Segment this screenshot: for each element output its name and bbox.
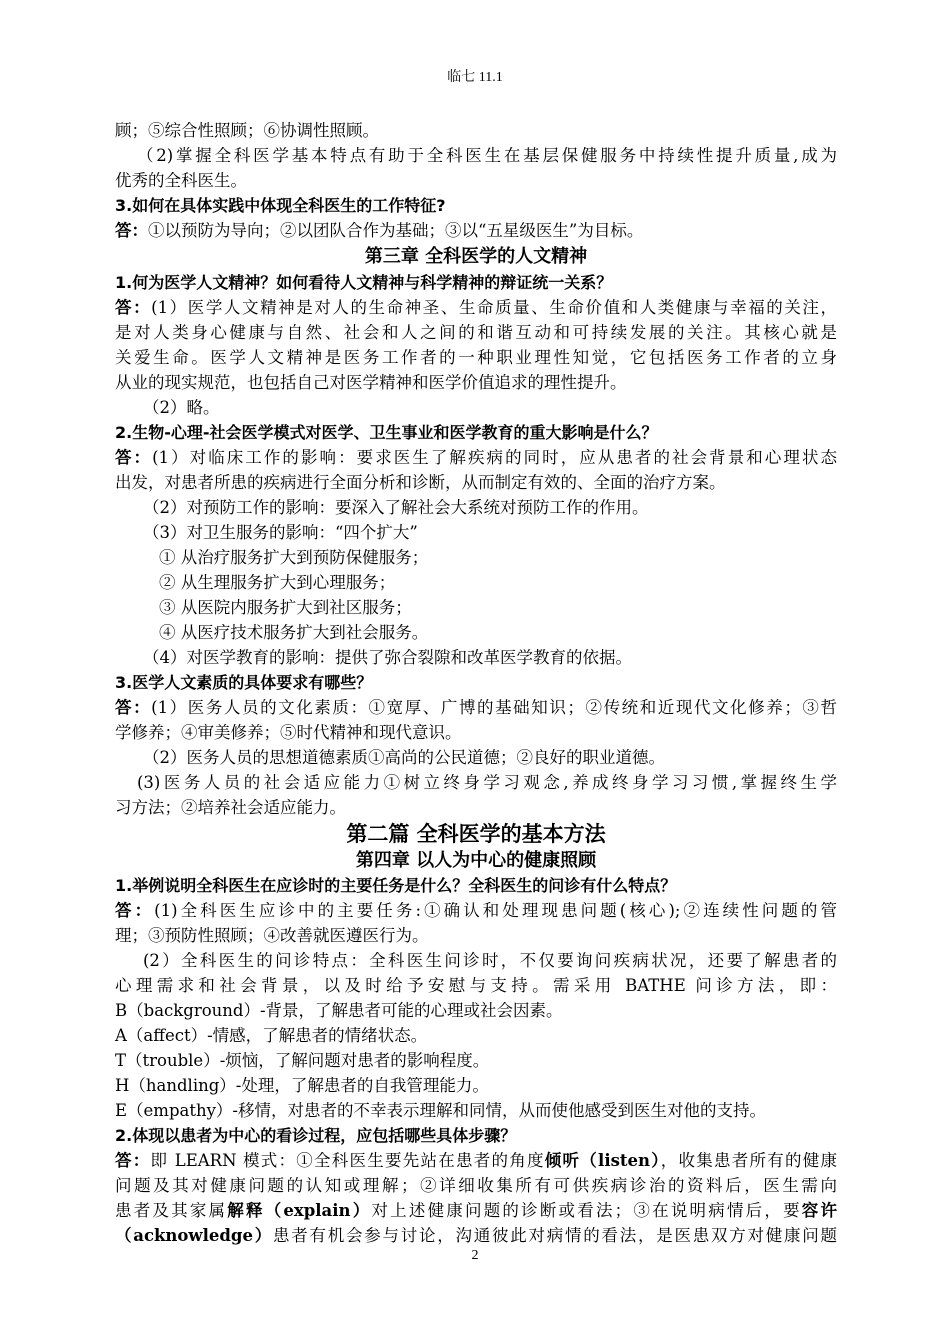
- text-line: T（trouble）-烦恼，了解问题对患者的影响程度。: [115, 1051, 490, 1070]
- answer-label: 答：: [115, 221, 148, 240]
- text-line: （2）略。: [143, 398, 220, 417]
- answer-label: 答：: [115, 901, 155, 920]
- bold-term: 解释（explain）: [227, 1201, 372, 1220]
- answer-line: [115, 445, 837, 470]
- text-line: 出发，对患者所患的疾病进行全面分析和诊断，从而制定有效的、全面的治疗方案。: [115, 473, 726, 492]
- text-line: （2）对预防工作的影响：要深入了解社会大系统对预防工作的作用。: [143, 498, 649, 517]
- text-line: 关爱生命。医学人文精神是医务工作者的一种职业理性知觉，它包括医务工作者的立身: [115, 348, 837, 367]
- answer-text: (1）对临床工作的影响：要求医生了解疾病的同时，应从患者的社会背景和心理状态: [152, 448, 837, 467]
- question-heading: 2.生物-心理-社会医学模式对医学、卫生事业和医学教育的重大影响是什么？: [115, 423, 658, 442]
- answer-line: [115, 218, 837, 243]
- chapter-title: 第四章 以人为中心的健康照顾: [355, 850, 597, 871]
- answer-text: ①以预防为导向；②以团队合作为基础；③以“五星级医生”为目标。: [148, 221, 644, 240]
- text-line: 是对人类身心健康与自然、社会和人之间的和谐互动和可持续发展的关注。其核心就是: [115, 323, 837, 342]
- list-item: ① 从治疗服务扩大到预防保健服务；: [159, 548, 429, 567]
- answer-line: [115, 695, 837, 720]
- text-line: （3）对卫生服务的影响：“四个扩大”: [143, 523, 418, 542]
- answer-text: (1）医学人文精神是对人的生命神圣、生命质量、生命价值和人类健康与幸福的关注，: [151, 298, 838, 317]
- question-heading: 1.举例说明全科医生在应诊时的主要任务是什么？全科医生的问诊有什么特点？: [115, 876, 677, 895]
- answer-text: (1)全科医生应诊中的主要任务:①确认和处理现患问题(核心);②连续性问题的管: [154, 901, 838, 920]
- answer-text: (1）医务人员的文化素质：①宽厚、广博的基础知识；②传统和近现代文化修养；③哲: [151, 698, 838, 717]
- list-item: ③ 从医院内服务扩大到社区服务；: [159, 598, 412, 617]
- question-heading: 2.体现以患者为中心的看诊过程，应包括哪些具体步骤？: [115, 1126, 517, 1145]
- answer-label: 答：: [115, 1151, 151, 1170]
- text-line: 顾；⑤综合性照顾；⑥协调性照顾。: [115, 121, 379, 140]
- text-line: 理；③预防性照顾；④改善就医遵医行为。: [115, 926, 429, 945]
- answer-line: [115, 295, 837, 320]
- answer-line: [115, 898, 837, 923]
- answer-line: [115, 1148, 837, 1173]
- answer-text: 患者及其家属: [115, 1201, 228, 1220]
- text-line: （4）对医学教育的影响：提供了弥合裂隙和改革医学教育的依据。: [143, 648, 632, 667]
- part-title: 第二篇 全科医学的基本方法: [346, 822, 606, 846]
- text-line: 学修养；④审美修养；⑤时代精神和现代意识。: [115, 723, 462, 742]
- text-line: [115, 1198, 837, 1223]
- question-heading: 3.医学人文素质的具体要求有哪些？: [115, 673, 373, 692]
- text-line: B（background）-背景，了解患者可能的心理或社会因素。: [115, 1001, 563, 1020]
- answer-text: 对上述健康问题的诊断或看法；③在说明病情后，要: [371, 1201, 802, 1220]
- question-heading: 1.何为医学人文精神？如何看待人文精神与科学精神的辩证统一关系？: [115, 273, 613, 292]
- bold-term: 容许: [801, 1201, 838, 1220]
- list-item: ④ 从医疗技术服务扩大到社会服务。: [159, 623, 429, 642]
- text-line: [115, 1223, 837, 1248]
- chapter-title: 第三章 全科医学的人文精神: [364, 246, 588, 267]
- text-line: （2）医务人员的思想道德素质①高尚的公民道德；②良好的职业道德。: [143, 748, 665, 767]
- answer-label: 答：: [115, 698, 152, 717]
- text-line: A（affect）-情感，了解患者的情绪状态。: [115, 1026, 428, 1045]
- page-number: 2: [471, 1248, 479, 1263]
- bold-term: 倾听（listen）: [544, 1151, 661, 1170]
- text-line: 优秀的全科医生。: [115, 171, 247, 190]
- text-line: H（handling）-处理，了解患者的自我管理能力。: [115, 1076, 489, 1095]
- text-line: (3)医务人员的社会适应能力①树立终身学习观念,养成终身学习习惯,掌握终生学: [137, 773, 837, 792]
- bold-term: （acknowledge）: [115, 1226, 273, 1245]
- document-body: [115, 118, 837, 1248]
- text-line: E（empathy）-移情，对患者的不幸表示理解和同情，从而使他感受到医生对他的支持。: [115, 1101, 767, 1120]
- text-line: (2）全科医生的问诊特点：全科医生问诊时，不仅要询问疾病状况，还要了解患者的: [143, 951, 837, 970]
- answer-text: 患者有机会参与讨论，沟通彼此对病情的看法，是医患双方对健康问题: [272, 1226, 837, 1245]
- answer-label: 答：: [115, 448, 153, 467]
- text-line: 问题及其对健康问题的认知或理解；②详细收集所有可供疾病诊治的资料后，医生需向: [115, 1176, 837, 1195]
- answer-label: 答：: [115, 298, 152, 317]
- answer-text: 即 LEARN 模式：①全科医生要先站在患者的角度: [150, 1151, 545, 1170]
- text-line: 习方法；②培养社会适应能力。: [115, 798, 346, 817]
- text-line: 从业的现实规范，也包括自己对医学精神和医学价值追求的理性提升。: [115, 373, 627, 392]
- page-header: 临七 11.1: [447, 70, 503, 85]
- answer-text: ，收集患者所有的健康: [660, 1151, 838, 1170]
- text-line: 心理需求和社会背景，以及时给予安慰与支持。需采用 BATHE 问诊方法，即：: [115, 976, 837, 995]
- list-item: ② 从生理服务扩大到心理服务；: [159, 573, 396, 592]
- question-heading: 3.如何在具体实践中体现全科医生的工作特征?: [115, 196, 446, 215]
- text-line: （2)掌握全科医学基本特点有助于全科医生在基层保健服务中持续性提升质量,成为: [137, 146, 837, 165]
